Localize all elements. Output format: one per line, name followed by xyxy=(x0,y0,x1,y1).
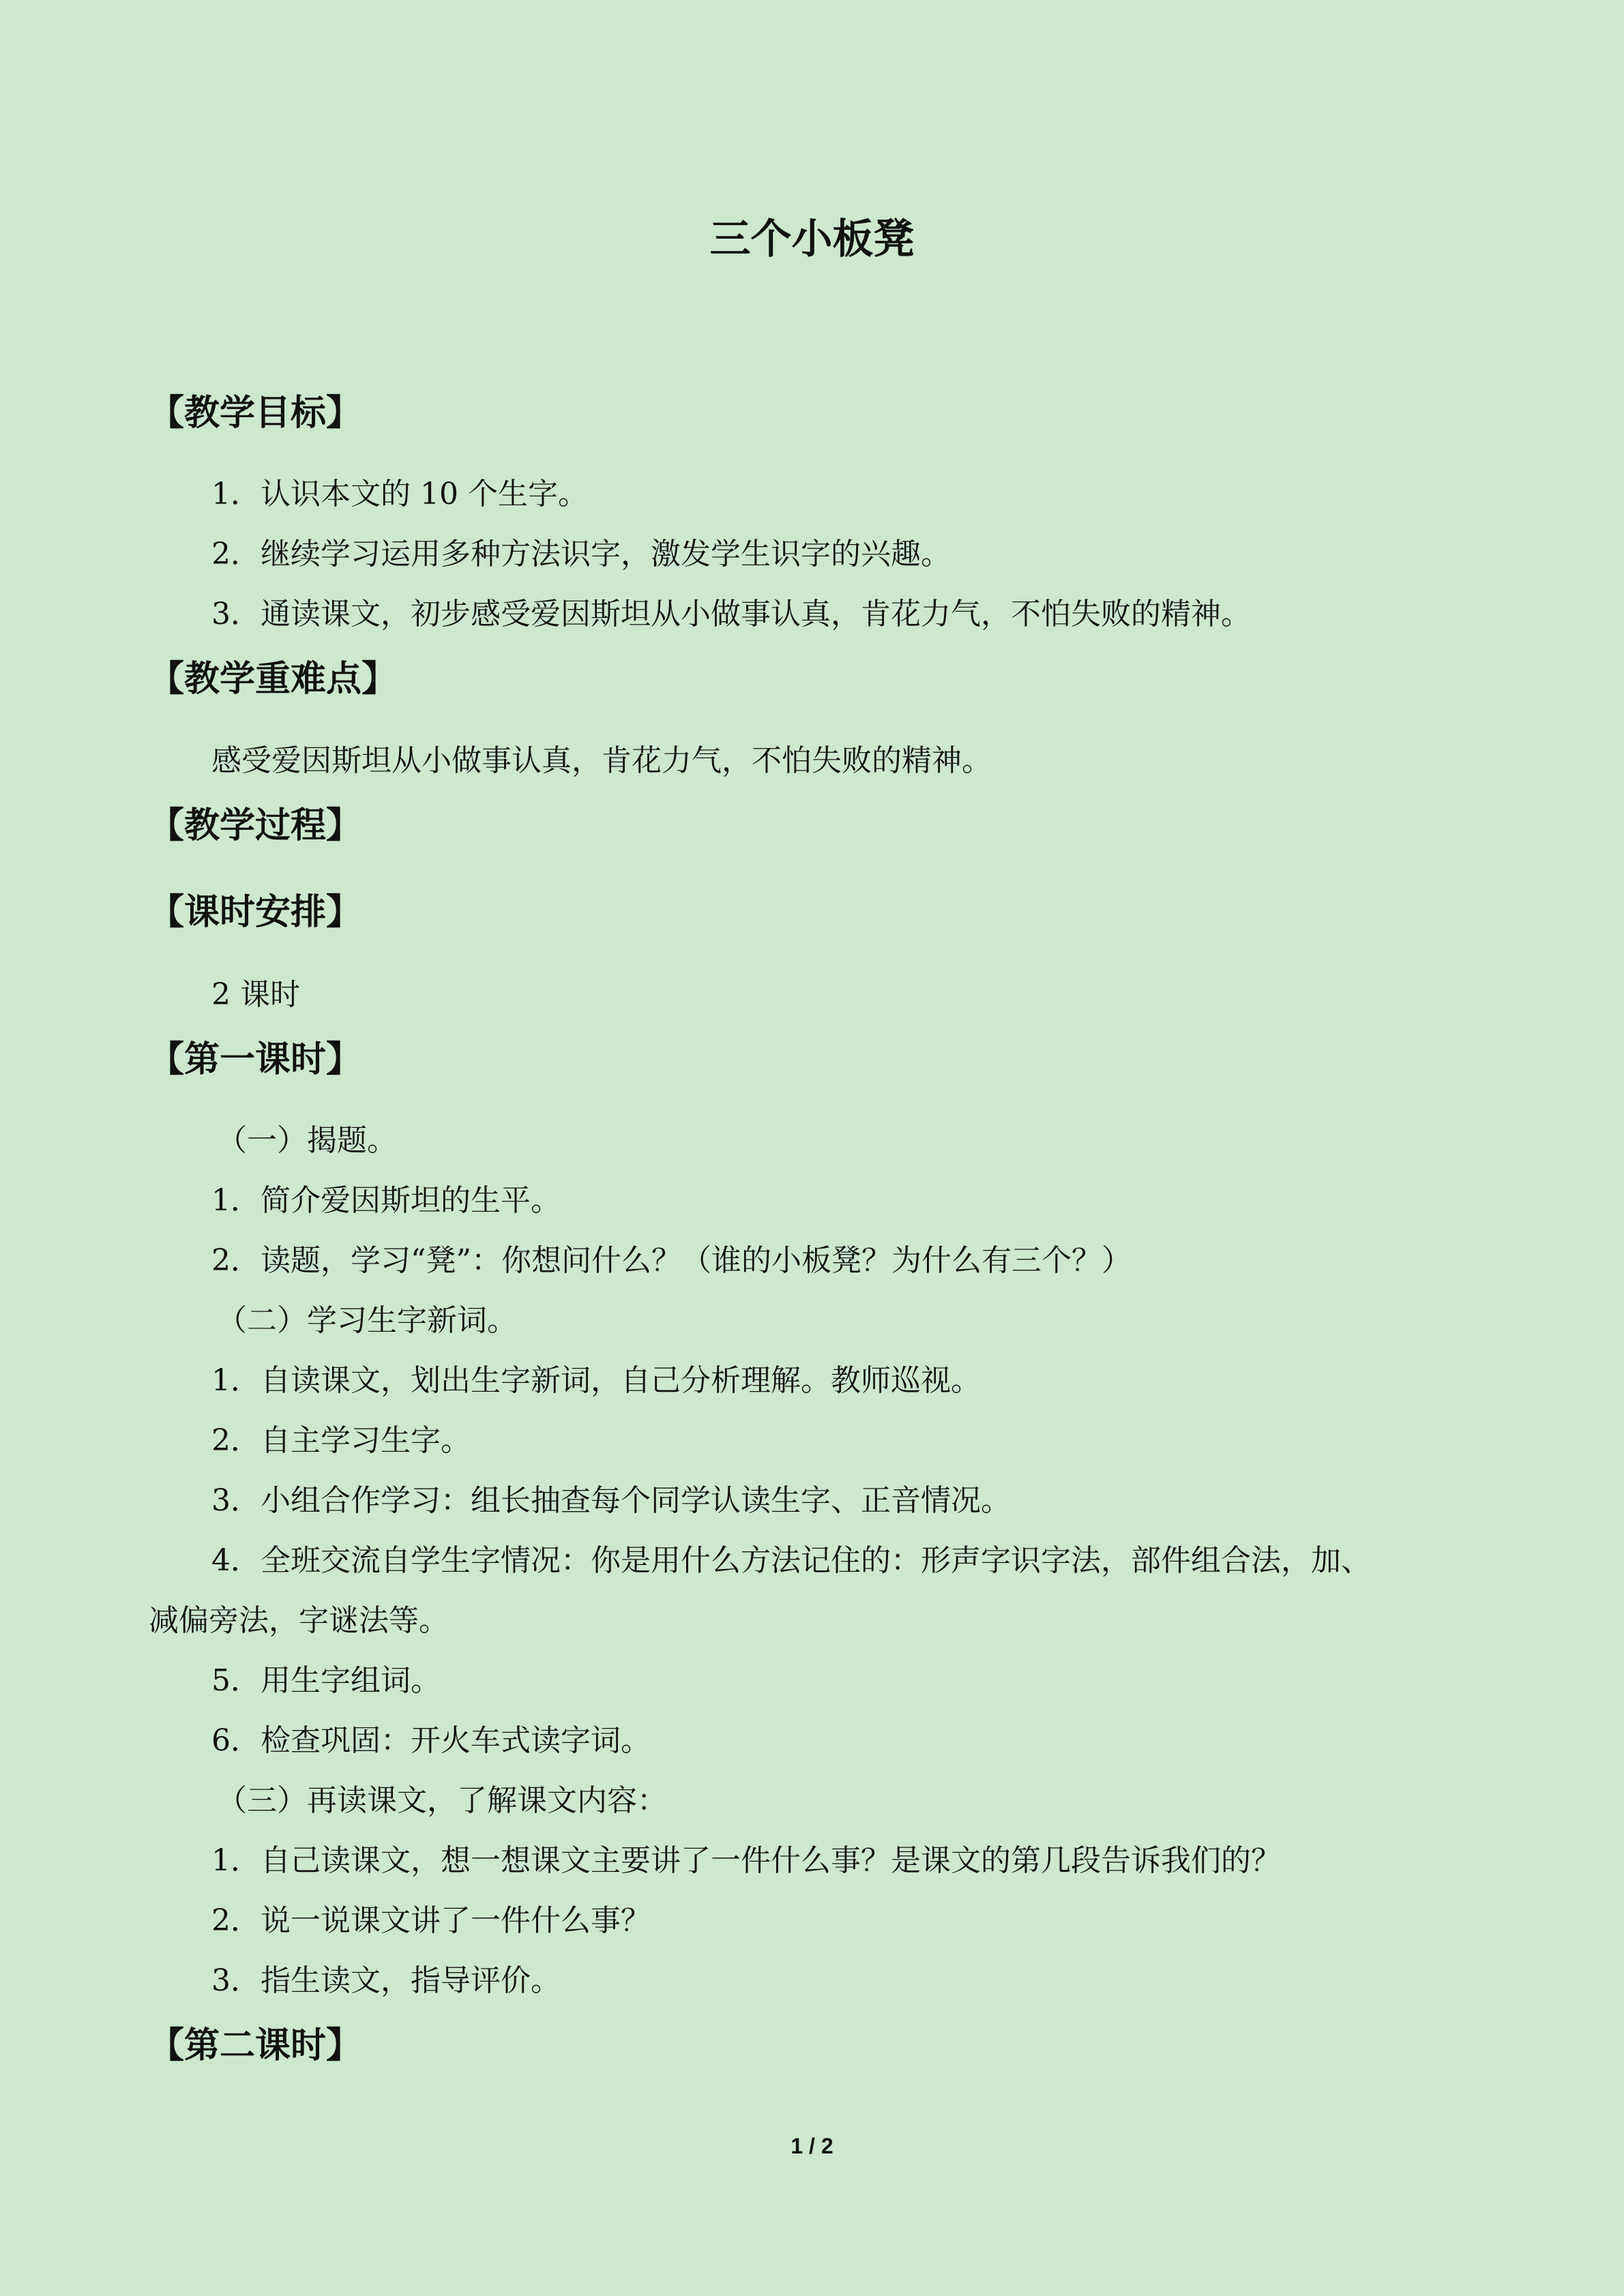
lesson1-item: 1．自读课文，划出生字新词，自己分析理解。教师巡视。 xyxy=(211,1363,981,1398)
key-points-text: 感受爱因斯坦从小做事认真，肯花力气，不怕失败的精神。 xyxy=(211,743,992,778)
lesson1-item: 1．自己读课文，想一想课文主要讲了一件什么事？是课文的第几段告诉我们的？ xyxy=(211,1843,1281,1878)
heading-objectives: 【教学目标】 xyxy=(149,392,362,434)
heading-lesson-1: 【第一课时】 xyxy=(149,1039,362,1080)
objective-item-2: 2．继续学习运用多种方法识字，激发学生识字的兴趣。 xyxy=(211,537,951,571)
lesson1-item: 6．检查巩固：开火车式读字词。 xyxy=(211,1723,651,1758)
page-number: 1 / 2 xyxy=(791,2134,833,2158)
lesson1-item: 3．小组合作学习：组长抽查每个同学认读生字、正音情况。 xyxy=(211,1483,1011,1518)
heading-key-points: 【教学重难点】 xyxy=(149,658,398,700)
objective-item-3: 3．通读课文，初步感受爱因斯坦从小做事认真，肯花力气，不怕失败的精神。 xyxy=(211,597,1251,631)
objective-item-1: 1．认识本文的 10 个生字。 xyxy=(211,477,588,511)
lesson1-item: 4．全班交流自学生字情况：你是用什么方法记住的：形声字识字法，部件组合法，加、 xyxy=(211,1543,1371,1578)
heading-process: 【教学过程】 xyxy=(149,805,362,846)
lesson1-step-3: （三）再读课文，了解课文内容： xyxy=(217,1783,667,1818)
lesson1-item: 2．读题，学习“凳”：你想问什么？（谁的小板凳？为什么有三个？） xyxy=(211,1243,1132,1278)
document-title: 三个小板凳 xyxy=(709,215,915,263)
lesson1-item: 3．指生读文，指导评价。 xyxy=(211,1963,561,1998)
lesson1-item: 2．说一说课文讲了一件什么事？ xyxy=(211,1903,651,1938)
lesson1-item: 2．自主学习生字。 xyxy=(211,1423,471,1458)
lesson1-step-2: （二）学习生字新词。 xyxy=(217,1303,517,1338)
lesson1-step-1: （一）揭题。 xyxy=(217,1123,397,1158)
schedule-text: 2 课时 xyxy=(211,977,300,1012)
lesson1-item-continued: 减偏旁法，字谜法等。 xyxy=(149,1603,449,1638)
lesson1-item: 1．简介爱因斯坦的生平。 xyxy=(211,1183,561,1218)
lesson1-item: 5．用生字组词。 xyxy=(211,1663,441,1698)
heading-lesson-2: 【第二课时】 xyxy=(149,2025,362,2066)
heading-schedule: 【课时安排】 xyxy=(149,891,362,933)
